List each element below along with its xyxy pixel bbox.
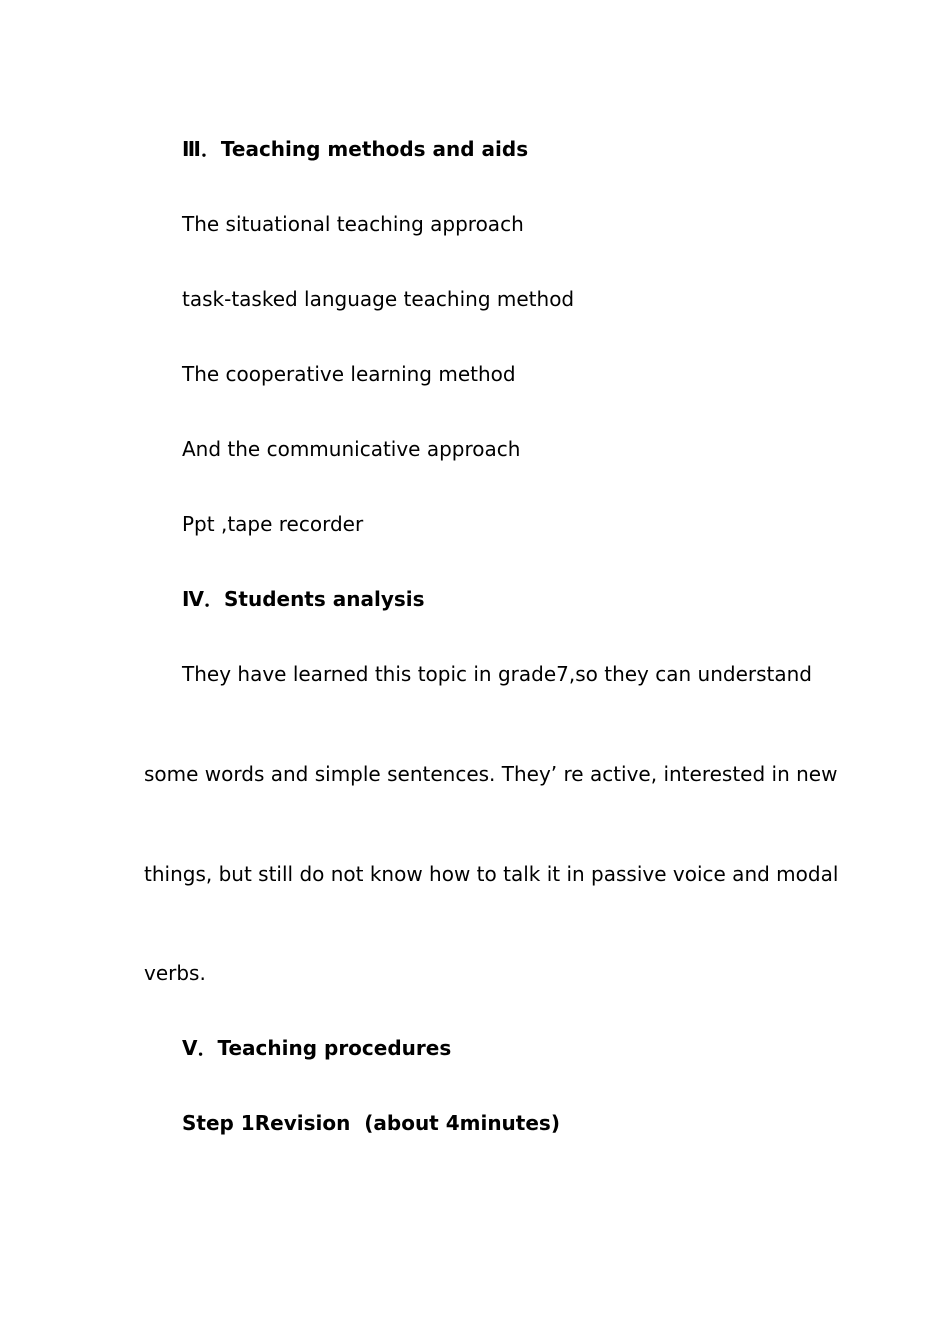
section-numeral: Ⅳ． — [182, 587, 224, 611]
aids-item: Ppt ,tape recorder — [182, 512, 364, 536]
paragraph-line: some words and simple sentences. They’ re active, interested in new — [144, 762, 838, 786]
method-item: task-tasked language teaching method — [182, 287, 575, 311]
section-title: Students analysis — [223, 587, 425, 611]
paragraph-line: verbs. — [144, 961, 206, 985]
step-heading: Step 1Revision (about 4minutes) — [182, 1111, 560, 1135]
section-numeral: Ⅴ． — [182, 1036, 218, 1060]
method-item: The situational teaching approach — [182, 212, 524, 236]
section-title: Teaching methods and aids — [220, 137, 529, 161]
method-item: The cooperative learning method — [182, 362, 516, 386]
section-heading-teaching-methods — [182, 136, 528, 162]
section-numeral: Ⅲ． — [182, 137, 221, 161]
method-item: And the communicative approach — [182, 437, 521, 461]
section-heading-teaching-procedures — [182, 1035, 451, 1061]
section-title: Teaching procedures — [217, 1036, 452, 1060]
paragraph-line: They have learned this topic in grade7,so they can understand — [182, 662, 812, 686]
section-heading-students-analysis — [182, 586, 425, 612]
paragraph-line: things, but still do not know how to talk it in passive voice and modal — [144, 862, 839, 886]
